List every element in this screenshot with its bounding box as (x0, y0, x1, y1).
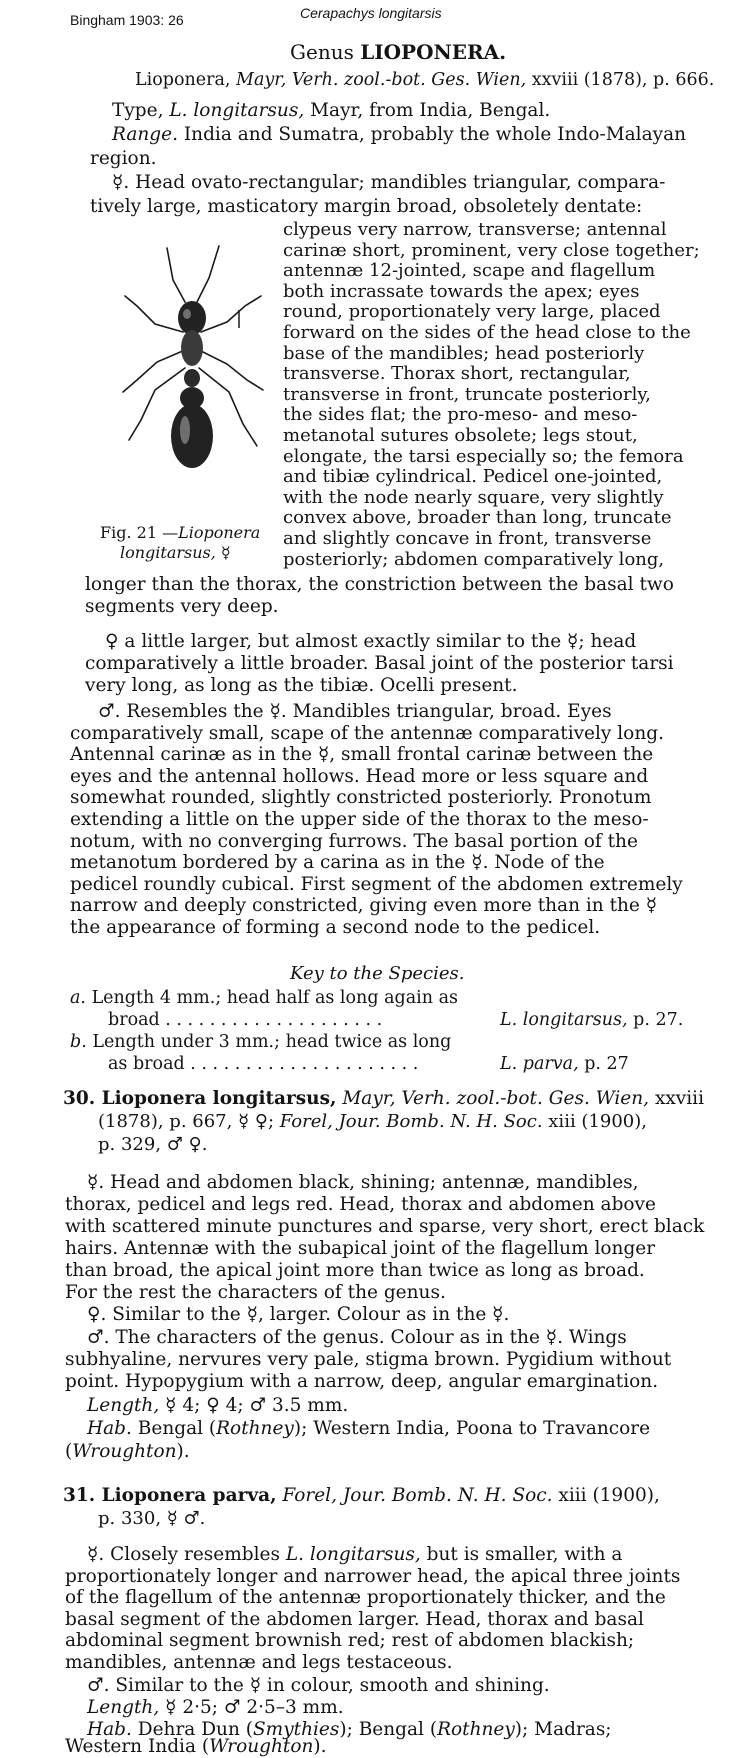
text-line: Antennal carinæ as in the ☿, small frontal carinæ between the (70, 744, 654, 766)
habitat-text: ); Bengal ( (339, 1719, 438, 1740)
range-line-1 (112, 124, 686, 145)
citation-journal: Mayr, Verh. zool.-bot. Ges. Wien, (236, 70, 527, 90)
text-line: with scattered minute punctures and sparse, very short, erect black (65, 1216, 705, 1237)
ant-figure-illustration (115, 240, 270, 510)
species-31-citation-2: p. 330, ☿ ♂. (98, 1508, 206, 1529)
text-line: hairs. Antennæ with the subapical joint of the flagellum longer (65, 1238, 656, 1259)
key-page-b: p. 27 (578, 1054, 629, 1074)
habitat-label: Hab. (87, 1719, 132, 1740)
text-line: segments very deep. (85, 596, 279, 617)
key-entry-a-line-1 (70, 988, 458, 1008)
species-31-habitat-2 (65, 1737, 327, 1757)
species-reference: L. longitarsus, (285, 1544, 421, 1565)
key-entry-b-result (500, 1054, 629, 1074)
species-31-worker-paragraph (65, 1544, 680, 1674)
species-31-authority: Forel, Jour. Bomb. N. H. Soc. (276, 1485, 553, 1506)
genus-citation (135, 70, 714, 90)
wrapped-line: clypeus very narrow, transverse; antennal (283, 219, 667, 240)
range-label: Range. (112, 124, 178, 145)
species-30-name: Lioponera longitarsus, (101, 1088, 337, 1109)
figure-caption-genus: Lioponera (178, 523, 261, 542)
length-label: Length, (87, 1395, 160, 1416)
key-entry-a-text: Length 4 mm.; head half as long again as (86, 988, 459, 1008)
text-line: longer than the thorax, the constriction between the basal two (85, 574, 674, 595)
text-line: the appearance of forming a second node to the pedicel. (70, 916, 601, 938)
citation-genus: Lioponera, (135, 70, 237, 90)
species-30-citation-2 (98, 1111, 647, 1132)
wrapped-line: convex above, broader than long, truncate (283, 507, 672, 529)
collector-name: Wroughton (72, 1441, 177, 1462)
page-source-label: Bingham 1903: 26 (70, 12, 184, 28)
wrapped-line: carinæ short, prominent, very close together; (283, 239, 700, 261)
text-line: ♀ a little larger, but almost exactly similar to the ☿; head (105, 631, 637, 652)
habitat-text: Dehra Dun ( (131, 1719, 253, 1740)
text-line: extending a little on the upper side of the thorax to the meso- (70, 808, 649, 830)
wrapped-line: forward on the sides of the head close to the (283, 321, 691, 343)
text-line: very long, as long as the tibiæ. Ocelli present. (85, 675, 518, 696)
species-30-volume: xxviii (649, 1088, 705, 1109)
figure-caption-line-1 (100, 523, 260, 542)
text-line: ♂. The characters of the genus. Colour as in the ☿. Wings (87, 1327, 627, 1348)
citation-part: xiii (1900), (542, 1111, 648, 1132)
habitat-text: ); Madras; (514, 1719, 612, 1740)
text-line: metanotum bordered by a carina as in the ☿. Node of the (70, 852, 605, 874)
wrapped-line: base of the mandibles; head posteriorly (283, 342, 645, 364)
length-values: ☿ 2·5; ♂ 2·5–3 mm. (159, 1697, 344, 1718)
species-30-number: 30. (63, 1088, 102, 1109)
wrapped-line: transverse. Thorax short, rectangular, (283, 363, 631, 385)
text-line: basal segment of the abdomen larger. Head, thorax and basal (65, 1608, 644, 1630)
species-30-length (87, 1395, 348, 1416)
text-line: pedicel roundly cubical. First segment of the abdomen extremely (70, 873, 683, 895)
genus-heading-name: LIOPONERA. (360, 40, 507, 64)
wrapped-line: both incrassate towards the apex; eyes (283, 280, 640, 302)
key-entry-b-line-2: as broad . . . . . . . . . . . . . . . . . . . . . (108, 1054, 419, 1074)
habitat-text: ); Western India, Poona to Travancore (293, 1418, 651, 1439)
key-entry-a-result (500, 1010, 683, 1030)
figure-caption-line-2: longitarsus, ☿ (120, 543, 231, 562)
text-line: narrow and deeply constricted, giving even more than in the ☿ (70, 895, 658, 917)
wrapped-line: and tibiæ cylindrical. Pedicel one-jointed, (283, 466, 663, 488)
habitat-text: Bengal ( (131, 1418, 217, 1439)
key-letter-a: a. (70, 988, 86, 1008)
wrapped-line: the sides flat; the pro-meso- and meso- (283, 404, 638, 426)
text-line: of the flagellum of the antennæ proportionately thicker, and the (65, 1587, 666, 1609)
key-entry-a-line-2: broad . . . . . . . . . . . . . . . . . . . . (108, 1010, 383, 1030)
species-31-name: Lioponera parva, (101, 1485, 277, 1506)
genus-worker-line-1: ☿. Head ovato-rectangular; mandibles triangular, compara- (112, 172, 666, 193)
genus-description-wrapped (283, 220, 700, 570)
species-31-male: ♂. Similar to the ☿ in colour, smooth and shining. (87, 1675, 550, 1696)
type-locality: Mayr, from India, Bengal. (304, 100, 551, 121)
species-31-volume: xiii (1900), (552, 1485, 660, 1506)
text-line: comparatively a little broader. Basal joint of the posterior tarsi (85, 653, 674, 674)
genus-heading (290, 40, 506, 64)
species-31-heading (63, 1485, 660, 1506)
text-line: eyes and the antennal hollows. Head more or less square and (70, 765, 649, 787)
text-line: thorax, pedicel and legs red. Head, thorax and abdomen above (65, 1194, 656, 1215)
text-line: subhyaline, nervures very pale, stigma brown. Pygidium without (65, 1349, 672, 1370)
species-30-habitat-2 (65, 1441, 190, 1462)
key-page-a: p. 27. (627, 1010, 684, 1030)
genus-worker-line-2: tively large, masticatory margin broad, obsoletely dentate: (90, 196, 643, 217)
citation-part: (1878), p. 667, ☿ ♀; (98, 1111, 280, 1132)
wrapped-line: and slightly concave in front, transverse (283, 527, 652, 549)
text-line: point. Hypopygium with a narrow, deep, angular emargination. (65, 1371, 659, 1392)
species-30-authority: Mayr, Verh. zool.-bot. Ges. Wien, (336, 1088, 650, 1109)
figure-caption-number: Fig. 21 — (100, 523, 179, 542)
length-label: Length, (87, 1697, 160, 1718)
text-line: comparatively small, scape of the antennæ comparatively long. (70, 722, 664, 744)
species-30-habitat-1 (87, 1418, 650, 1439)
collector-name: Wroughton (209, 1736, 314, 1757)
text-line: abdominal segment brownish red; rest of abdomen blackish; (65, 1630, 635, 1652)
habitat-text: ). (176, 1441, 190, 1462)
genus-male-paragraph (70, 701, 683, 939)
species-30-female: ♀. Similar to the ☿, larger. Colour as in the ☿. (87, 1304, 510, 1325)
species-30-male-paragraph (65, 1327, 671, 1393)
key-entry-b-line-1 (70, 1032, 451, 1052)
text-line: ☿. Head and abdomen black, shining; antennæ, mandibles, (87, 1172, 639, 1193)
text-line: somewhat rounded, slightly constricted posteriorly. Pronotum (70, 787, 652, 809)
wrapped-line: transverse in front, truncate posteriorly, (283, 383, 651, 405)
key-title: Key to the Species. (290, 963, 465, 984)
text-line: proportionately longer and narrower head, the apical three joints (65, 1565, 681, 1587)
wrapped-line: posteriorly; abdomen comparatively long, (283, 548, 665, 570)
text-line: For the rest the characters of the genus. (65, 1282, 446, 1303)
key-entry-b-text: Length under 3 mm.; head twice as long (86, 1032, 452, 1052)
type-line (112, 100, 550, 121)
citation-volume: xxviii (1878), p. 666. (526, 70, 715, 90)
species-31-length (87, 1697, 344, 1718)
wrapped-line: with the node nearly square, very slightly (283, 486, 664, 508)
habitat-text: ( (65, 1441, 73, 1462)
key-letter-b: b. (70, 1032, 87, 1052)
running-title: Cerapachys longitarsis (300, 5, 442, 21)
type-species: L. longitarsus, (169, 100, 305, 121)
type-label: Type, (112, 100, 170, 121)
text-line: than broad, the apical joint more than twice as long as broad. (65, 1260, 645, 1281)
species-30-citation-3: p. 329, ♂ ♀. (98, 1134, 208, 1155)
wrapped-line: antennæ 12-jointed, scape and flagellum (283, 260, 656, 282)
citation-journal: Forel, Jour. Bomb. N. H. Soc. (279, 1111, 543, 1132)
collector-name: Smythies (252, 1719, 340, 1740)
habitat-text: Western India ( (65, 1736, 210, 1757)
collector-name: Rothney (216, 1418, 294, 1439)
genus-heading-prefix: Genus (290, 40, 361, 64)
range-text: India and Sumatra, probably the whole Indo-Malayan (177, 124, 687, 145)
habitat-text: ). (313, 1736, 327, 1757)
key-species-b: L. parva, (500, 1054, 579, 1074)
text-line: ♂. Resembles the ☿. Mandibles triangular, broad. Eyes (98, 701, 612, 722)
text-line: notum, with no converging furrows. The basal portion of the (70, 830, 638, 852)
species-31-number: 31. (63, 1485, 102, 1506)
genus-female-paragraph (85, 631, 674, 697)
genus-worker-continuation (85, 574, 674, 618)
text-part: but is smaller, with a (420, 1544, 623, 1565)
key-species-a: L. longitarsus, (500, 1010, 628, 1030)
collector-name: Rothney (437, 1719, 515, 1740)
species-30-worker-paragraph (65, 1172, 704, 1304)
text-line (65, 1544, 680, 1566)
wrapped-line: elongate, the tarsi especially so; the femora (283, 445, 684, 467)
range-line-2: region. (90, 148, 157, 169)
text-part: ☿. Closely resembles (87, 1544, 286, 1565)
text-line: mandibles, antennæ and legs testaceous. (65, 1651, 453, 1673)
species-30-heading (63, 1088, 704, 1109)
wrapped-line: metanotal sutures obsolete; legs stout, (283, 424, 638, 446)
wrapped-line: round, proportionately very large, placed (283, 301, 661, 323)
length-values: ☿ 4; ♀ 4; ♂ 3.5 mm. (159, 1395, 349, 1416)
habitat-label: Hab. (87, 1418, 132, 1439)
